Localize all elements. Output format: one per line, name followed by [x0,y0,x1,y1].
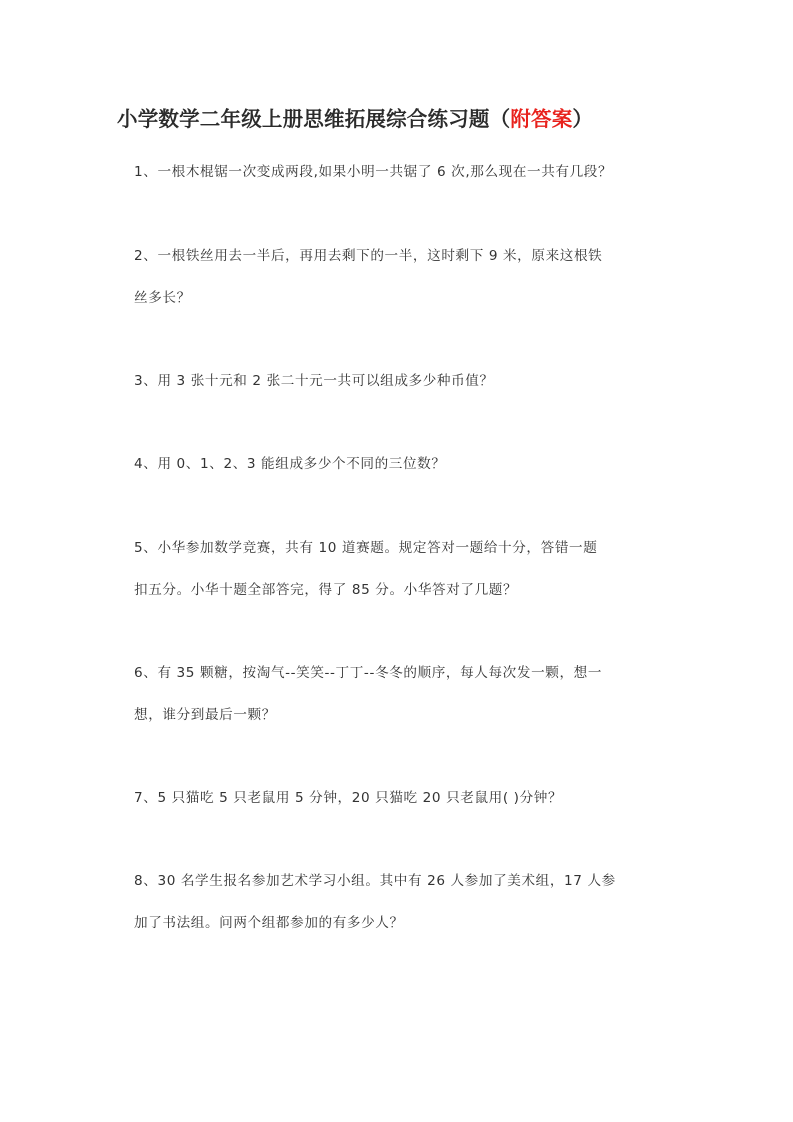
question-text-line: 1、一根木棍锯一次变成两段,如果小明一共锯了 6 次,那么现在一共有几段？ [134,164,613,180]
question-text-line: 3、用 3 张十元和 2 张二十元一共可以组成多少种币值？ [134,373,494,389]
question-text-line: 4、用 0、1、2、3 能组成多少个不同的三位数？ [134,456,446,472]
question-text-line: 8、30 名学生报名参加艺术学习小组。其中有 26 人参加了美术组，17 人参 [134,873,616,889]
question-text-line: 丝多长？ [134,290,191,306]
question-1 [134,151,664,193]
question-8 [134,860,664,944]
question-text-line: 加了书法组。问两个组都参加的有多少人？ [134,915,404,931]
question-text-line: 5、小华参加数学竞赛，共有 10 道赛题。规定答对一题给十分，答错一题 [134,540,598,556]
question-text-line: 想，谁分到最后一颗？ [134,707,276,723]
page-title [117,104,677,134]
title-close-paren: ） [572,107,594,131]
question-text-line: 6、有 35 颗糖，按淘气--笑笑--丁丁--冬冬的顺序，每人每次发一颗，想一 [134,665,603,681]
question-text-line: 扣五分。小华十题全部答完，得了 85 分。小华答对了几题？ [134,582,518,598]
question-4 [134,443,664,485]
question-2 [134,235,664,319]
question-text-line: 7、5 只猫吃 5 只老鼠用 5 分钟，20 只猫吃 20 只老鼠用( )分钟？ [134,790,563,806]
question-5 [134,527,664,611]
title-main: 小学数学二年级上册思维拓展综合练习题（ [117,107,511,131]
question-7 [134,777,664,819]
question-text-line: 2、一根铁丝用去一半后，再用去剩下的一半，这时剩下 9 米，原来这根铁 [134,248,603,264]
title-answer-note: 附答案 [510,107,573,131]
question-3 [134,360,664,402]
question-6 [134,652,664,736]
